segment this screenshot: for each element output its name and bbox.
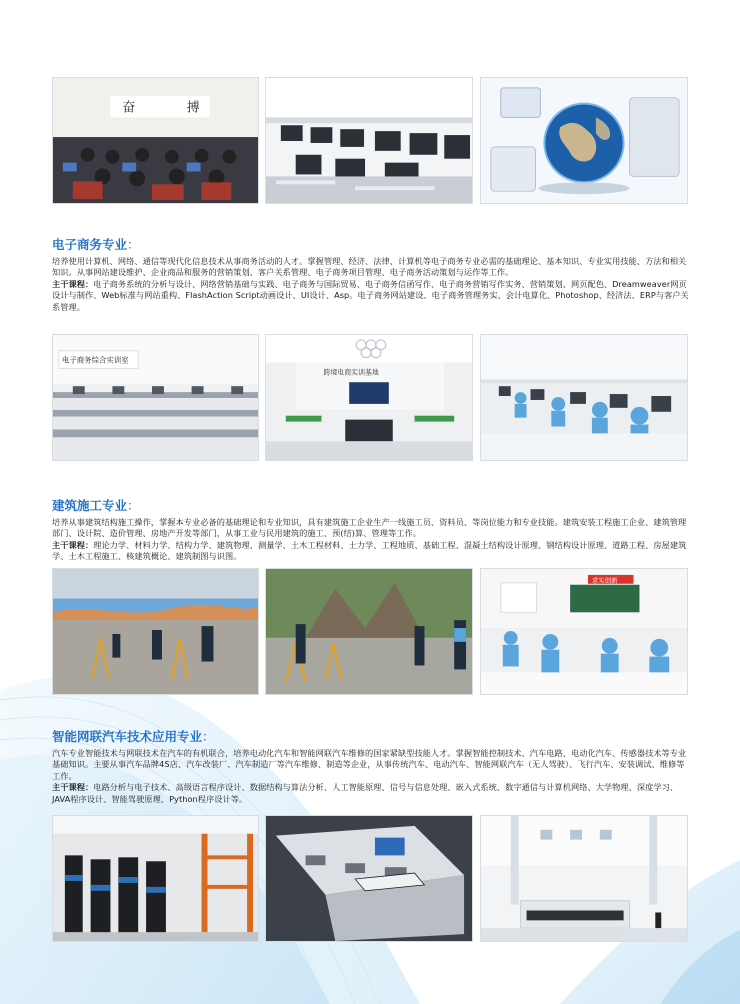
section-courses: 主干课程：电路分析与电子技术、高级语言程序设计、数据结构与算法分析、人工智能原理、信号与信息处理、嵌入式系统、数字通信与计算机网络、大学物理、深度学习、JAVA程序设计、智能驾驶原理、Python程序设计等。 xyxy=(52,782,679,804)
sign-crossborder-base: 跨境电商实训基地 xyxy=(323,368,379,377)
section-intro: 培养使用计算机、网络、通信等现代化信息技术从事商务活动的人才。掌握管理、经济、法律、计算机等电子商务专业必需的基础理论、基本知识、专业实用技能、方法和相关知识。从事网站建设维护、企业商品和服务的营销策划、客户关系管理、电子商务项目管理、电子商务活动策划与运作等工作。 xyxy=(52,256,687,278)
section-courses: 主干课程：理论力学、材料力学、结构力学、建筑物理、测量学、土木工程材料、土力学、工程地质、基础工程、混凝土结构设计原理、钢结构设计原理、道路工程、房屋建筑学、土木工程施工、核建筑概论、建筑制图与识图。 xyxy=(52,539,687,562)
photo-computer-lab-empty xyxy=(265,77,473,204)
section-intelligent-vehicle xyxy=(52,730,692,805)
photo-vehicle-showroom xyxy=(480,815,688,942)
photo-row-ecommerce xyxy=(52,334,688,461)
photo-computer-classroom xyxy=(52,77,259,204)
photo-vehicle-equipment-room xyxy=(52,815,259,942)
sign-ecommerce-training-room: 电子商务综合实训室 xyxy=(61,355,129,365)
section-construction xyxy=(52,499,692,563)
section-ecommerce xyxy=(52,238,692,313)
section-courses: 主干课程：电子商务系统的分析与设计、网络营销基础与实践、电子商务与国际贸易、电子商务信函写作、电子商务营销写作实务、营销策划、网页配色、Dreamweaver网页设计与制作、Web标准与网站重构、FlashAction Script动画设计、UI设计、Asp。电子商务网站建设、电子商务管理务实、会计电算化、Photoshop、经济法、ERP与客户关系管理。 xyxy=(52,278,689,312)
section-title: 电子商务专业： xyxy=(52,238,140,252)
section-intro: 培养从事建筑结构施工操作，掌握本专业必备的基础理论和专业知识，具有建筑施工企业生产一线施工员、资料员、等岗位能力和专业技能。建筑安装工程施工企业、建筑管理部门、设计院、造价管理、房地产开发等部门，从事工业与民用建筑的施工、预(结)算、管理等工作。 xyxy=(52,517,687,539)
sign-seek-truth-innovate: 求实创新 xyxy=(591,576,618,585)
photo-ecommerce-training-room xyxy=(52,334,259,461)
photo-row-top xyxy=(52,77,688,204)
photo-construction-classroom xyxy=(480,568,688,695)
section-intro: 汽车专业智能技术与网联技术在汽车的有机联合，培养电动化汽车和智能网联汽车维修的国家紧缺型技能人才。掌握智能控制技术、汽车电路、电动化汽车、传感器技术等专业基础知识。主要从事汽车品牌4S店、汽车改装厂、汽车制造厂等汽车维修、制造等企业，从事传统汽车、电动汽车、智能网联汽车（无人驾驶）、飞行汽车、安装调试、维修等工作。 xyxy=(52,748,687,781)
photo-surveying-practice-court xyxy=(52,568,259,695)
photo-row-construction xyxy=(52,568,688,695)
section-title: 建筑施工专业： xyxy=(52,499,140,513)
photo-row-vehicle xyxy=(52,815,688,942)
svg-text:奋: 奋 xyxy=(122,100,136,116)
section-title: 智能网联汽车技术应用专业： xyxy=(52,730,215,744)
photo-crossborder-base xyxy=(265,334,473,461)
svg-text:搏: 搏 xyxy=(186,100,200,116)
photo-ecommerce-students xyxy=(480,334,688,461)
photo-surveying-garden xyxy=(265,568,473,695)
photo-vehicle-lab-render xyxy=(265,815,473,942)
photo-globe-devices xyxy=(480,77,688,204)
